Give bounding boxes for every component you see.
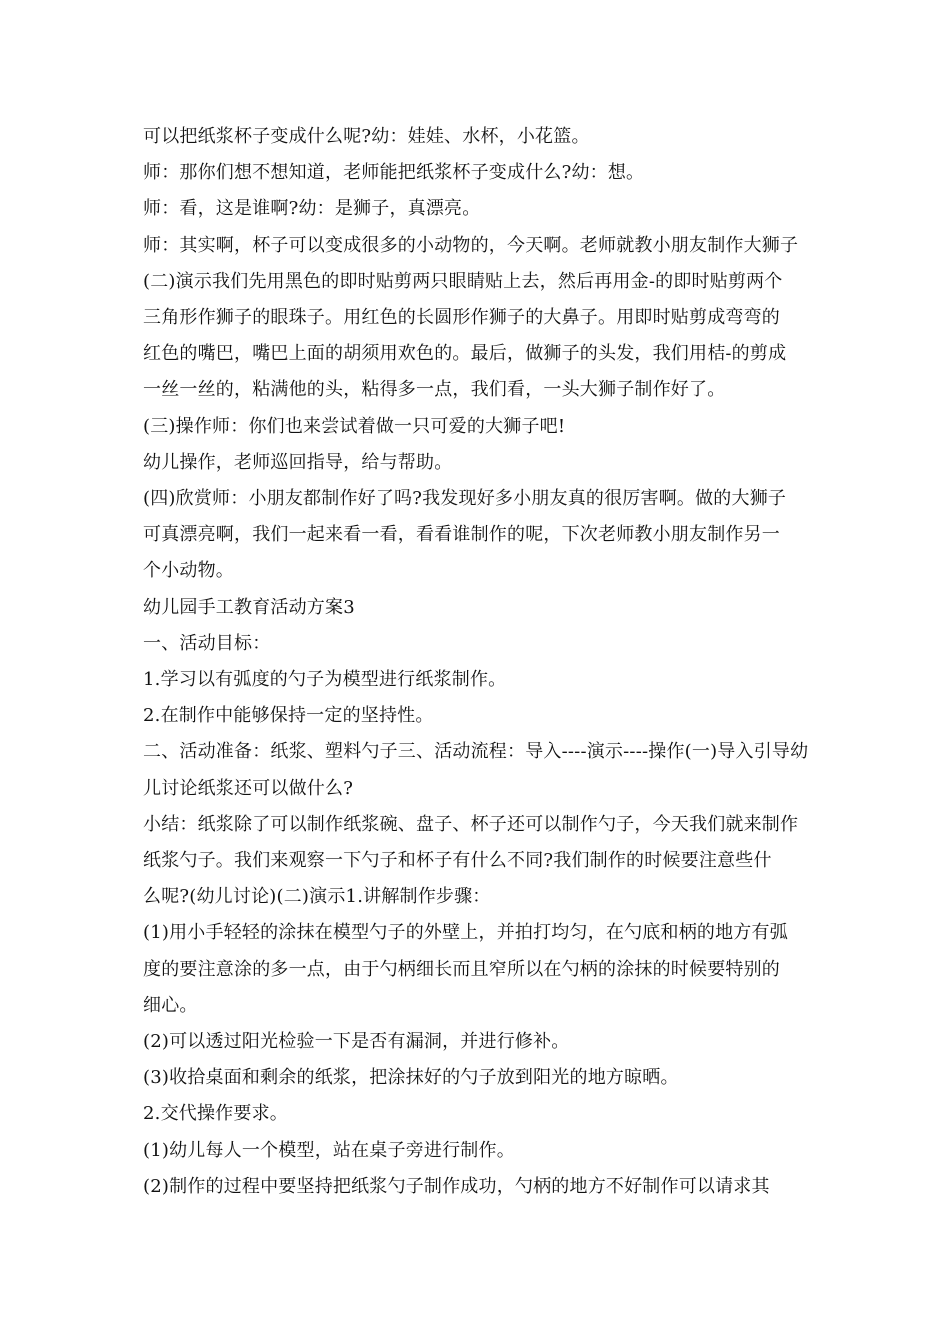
text-line: 红色的嘴巴，嘴巴上面的胡须用欢色的。最后，做狮子的头发，我们用桔-的剪成 [143, 343, 787, 365]
text-line: 师：其实啊，杯子可以变成很多的小动物的，今天啊。老师就教小朋友制作大狮子 [143, 234, 799, 256]
text-line: 儿讨论纸浆还可以做什么? [143, 777, 354, 799]
text-line: 小结：纸浆除了可以制作纸浆碗、盘子、杯子还可以制作勺子，今天我们就来制作 [143, 813, 799, 835]
text-line: 2.交代操作要求。 [143, 1103, 288, 1125]
text-line: 纸浆勺子。我们来观察一下勺子和杯子有什么不同?我们制作的时候要注意些什 [143, 850, 772, 872]
text-line: 可以把纸浆杯子变成什么呢?幼：娃娃、水杯，小花篮。 [143, 126, 590, 147]
text-line: 师：那你们想不想知道，老师能把纸浆杯子变成什么?幼：想。 [143, 162, 645, 184]
text-line: (1)用小手轻轻的涂抹在模型勺子的外壁上，并拍打均匀，在勺底和柄的地方有弧 [143, 922, 788, 944]
document-body [143, 119, 809, 1205]
text-line: (三)操作师：你们也来尝试着做一只可爱的大狮子吧! [143, 415, 566, 437]
text-line: 幼儿操作，老师巡回指导，给与帮助。 [143, 451, 453, 473]
text-line: 2.在制作中能够保持一定的坚持性。 [143, 705, 434, 727]
text-line: 可真漂亮啊，我们一起来看一看，看看谁制作的呢，下次老师教小朋友制作另一 [143, 524, 780, 546]
text-line: (3)收拾桌面和剩余的纸浆，把涂抹好的勺子放到阳光的地方晾晒。 [143, 1067, 679, 1089]
text-line: (二)演示我们先用黑色的即时贴剪两只眼睛贴上去，然后再用金-的即时贴剪两个 [143, 270, 783, 292]
text-line: 二、活动准备：纸浆、塑料勺子三、活动流程：导入----演示----操作(一)导入引导幼 [143, 741, 809, 763]
section-heading: 幼儿园手工教育活动方案3 [143, 596, 355, 618]
text-line: 个小动物。 [143, 560, 234, 582]
text-line: 1.学习以有弧度的勺子为模型进行纸浆制作。 [143, 669, 507, 691]
text-line: 细心。 [143, 994, 198, 1016]
text-line: 一、活动目标： [143, 632, 271, 654]
text-line: 度的要注意涂的多一点，由于勺柄细长而且窄所以在勺柄的涂抹的时候要特别的 [143, 958, 780, 980]
text-line: 一丝一丝的，粘满他的头，粘得多一点，我们看，一头大狮子制作好了。 [143, 379, 726, 401]
text-line: (2)制作的过程中要坚持把纸浆勺子制作成功，勺柄的地方不好制作可以请求其 [143, 1175, 770, 1197]
text-line: 师：看，这是谁啊?幼：是狮子，真漂亮。 [143, 198, 481, 220]
text-line: 么呢?(幼儿讨论)(二)演示1.讲解制作步骤： [143, 886, 491, 908]
text-line: 三角形作狮子的眼珠子。用红色的长圆形作狮子的大鼻子。用即时贴剪成弯弯的 [143, 307, 780, 329]
text-line: (1)幼儿每人一个模型，站在桌子旁进行制作。 [143, 1139, 515, 1161]
text-line: (2)可以透过阳光检验一下是否有漏洞，并进行修补。 [143, 1031, 570, 1053]
text-line: (四)欣赏师：小朋友都制作好了吗?我发现好多小朋友真的很厉害啊。做的大狮子 [143, 488, 787, 510]
